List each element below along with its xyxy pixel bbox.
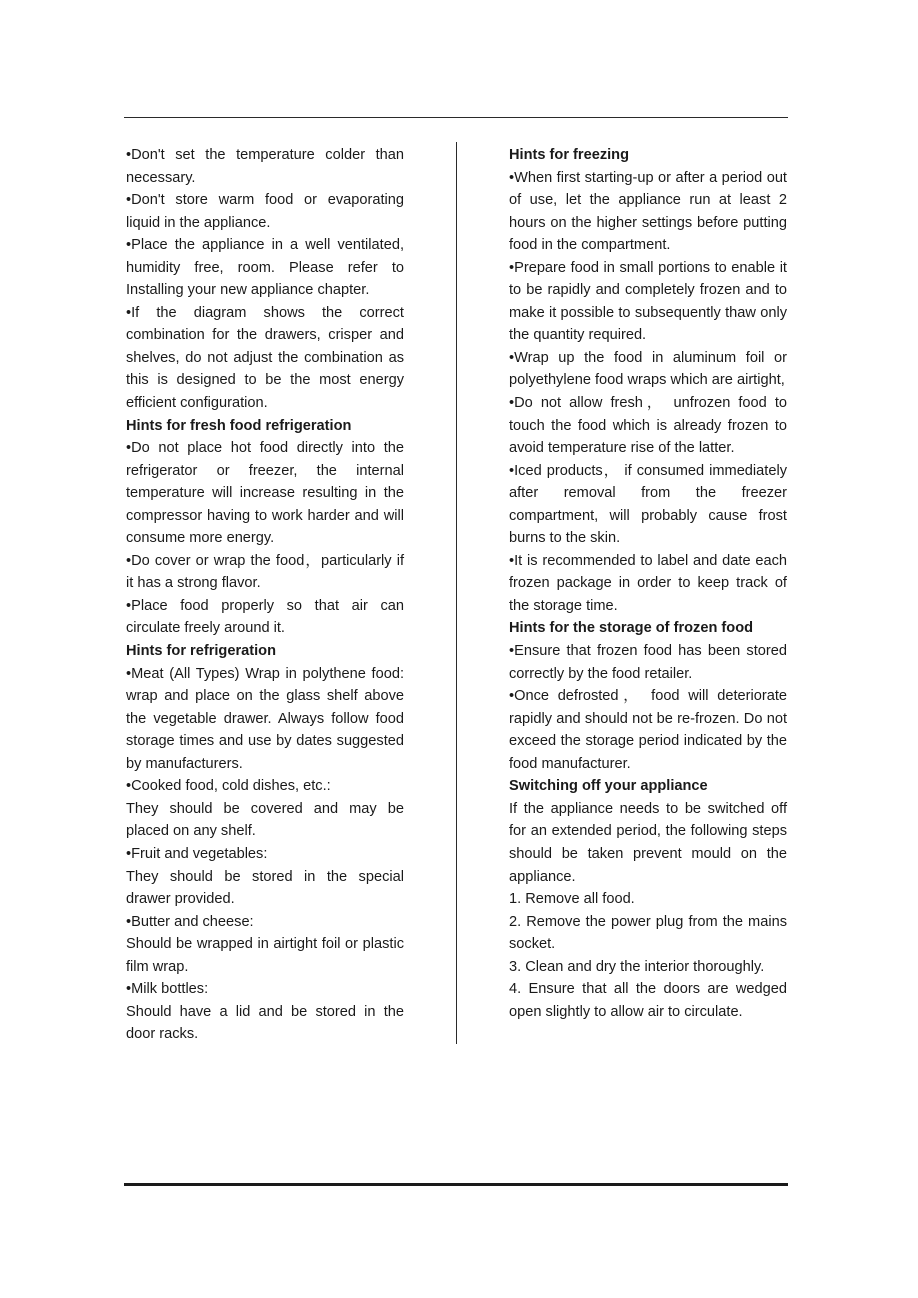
bullet-icon: •: [126, 304, 132, 321]
step-item: 3. Clean and dry the interior thoroughly.: [509, 958, 765, 975]
bullet-item: •When first starting-up or after a period out of use, let the appliance run at least 2 hours on the higher settings before putting food in the compartment.: [509, 169, 787, 254]
bullet-icon: •: [126, 147, 132, 163]
section-heading: Hints for the storage of frozen food: [509, 620, 754, 637]
bullet-item: •Do not allow fresh， unfrozen food to touch the food which is already frozen to avoid temperature rise of the latter.: [509, 395, 787, 457]
paragraph: If the appliance needs to be switched off for an extended period, the following steps should be taken prevent mould on the appliance.: [509, 800, 787, 885]
bullet-icon: •: [509, 259, 515, 276]
step-item: 2. Remove the power plug from the mains socket.: [509, 913, 787, 953]
bullet-item: •Milk bottles:: [126, 981, 209, 998]
step-item: 4. Ensure that all the doors are wedged open slightly to allow air to circulate.: [509, 981, 787, 1020]
bullet-icon: •: [126, 845, 132, 862]
bullet-icon: •: [126, 552, 132, 569]
bullet-icon: •: [126, 192, 132, 209]
bullet-item: •Ensure that frozen food has been stored correctly by the food retailer.: [509, 643, 787, 682]
bullet-item: •Don't store warm food or evaporating liquid in the appliance.: [126, 192, 404, 231]
paragraph: They should be stored in the special drawer provided.: [126, 868, 404, 908]
bullet-item: •It is recommended to label and date each frozen package in order to keep track of the storage time.: [509, 552, 787, 614]
bullet-icon: •: [126, 778, 132, 795]
bullet-icon: •: [509, 395, 515, 412]
section-heading: Hints for refrigeration: [126, 643, 277, 660]
bullet-icon: •: [509, 552, 515, 569]
bullet-icon: •: [126, 440, 132, 457]
bullet-item: •Prepare food in small portions to enable it to be rapidly and completely frozen and to make it possible to subsequently thaw only the quantity required.: [509, 259, 787, 344]
paragraph: Should be wrapped in airtight foil or plastic film wrap.: [126, 936, 404, 975]
right-column: [509, 144, 787, 1023]
bullet-icon: •: [126, 237, 132, 254]
bullet-icon: •: [126, 665, 132, 682]
section-heading: Switching off your appliance: [509, 778, 708, 795]
bullet-item: •Meat (All Types) Wrap in polythene food: wrap and place on the glass shelf above the vegetable drawer. Always follow food storage times and use by dates suggested by manufacturers.: [126, 665, 404, 772]
section-heading: Hints for freezing: [509, 147, 629, 163]
bullet-item: •Cooked food, cold dishes, etc.:: [126, 778, 331, 795]
left-column: [126, 144, 404, 1046]
column-divider: [456, 142, 457, 1044]
bullet-item: •Do cover or wrap the food，particularly if it has a strong flavor.: [126, 552, 404, 592]
section-heading: Hints for fresh food refrigeration: [126, 417, 352, 434]
bullet-icon: •: [509, 169, 515, 186]
bullet-icon: •: [126, 913, 132, 930]
bullet-item: •Place the appliance in a well ventilated, humidity free, room. Please refer to Installing your new appliance chapter.: [126, 237, 404, 299]
bullet-item: •If the diagram shows the correct combination for the drawers, crisper and shelves, do not adjust the combination as this is designed to be the most energy efficient configuration.: [126, 304, 404, 412]
bullet-icon: •: [509, 688, 515, 705]
paragraph: Should have a lid and be stored in the door racks.: [126, 1003, 404, 1043]
bullet-icon: •: [126, 597, 132, 614]
paragraph: They should be covered and may be placed on any shelf.: [126, 800, 404, 840]
footer-rule: [124, 1183, 788, 1186]
bullet-item: •Fruit and vegetables:: [126, 845, 268, 862]
bullet-item: •Place food properly so that air can circulate freely around it.: [126, 597, 404, 637]
bullet-item: •Iced products， if consumed immediately after removal from the freezer compartment, will probably cause frost burns to the skin.: [509, 462, 787, 547]
step-item: 1. Remove all food.: [509, 891, 635, 908]
bullet-icon: •: [509, 462, 515, 479]
bullet-item: •Wrap up the food in aluminum foil or polyethylene food wraps which are airtight,: [509, 349, 787, 389]
bullet-item: •Butter and cheese:: [126, 913, 254, 930]
bullet-icon: •: [509, 349, 515, 366]
bullet-icon: •: [509, 643, 515, 660]
bullet-item: •Don't set the temperature colder than necessary.: [126, 147, 404, 186]
bullet-icon: •: [126, 981, 132, 998]
bullet-item: •Once defrosted， food will deteriorate rapidly and should not be re-frozen. Do not exceed the storage period indicated by the food manufacturer.: [509, 688, 787, 772]
bullet-item: •Do not place hot food directly into the refrigerator or freezer, the internal temperature will increase resulting in the compressor having to work harder and will consume more energy.: [126, 440, 404, 547]
header-rule: [124, 117, 788, 118]
